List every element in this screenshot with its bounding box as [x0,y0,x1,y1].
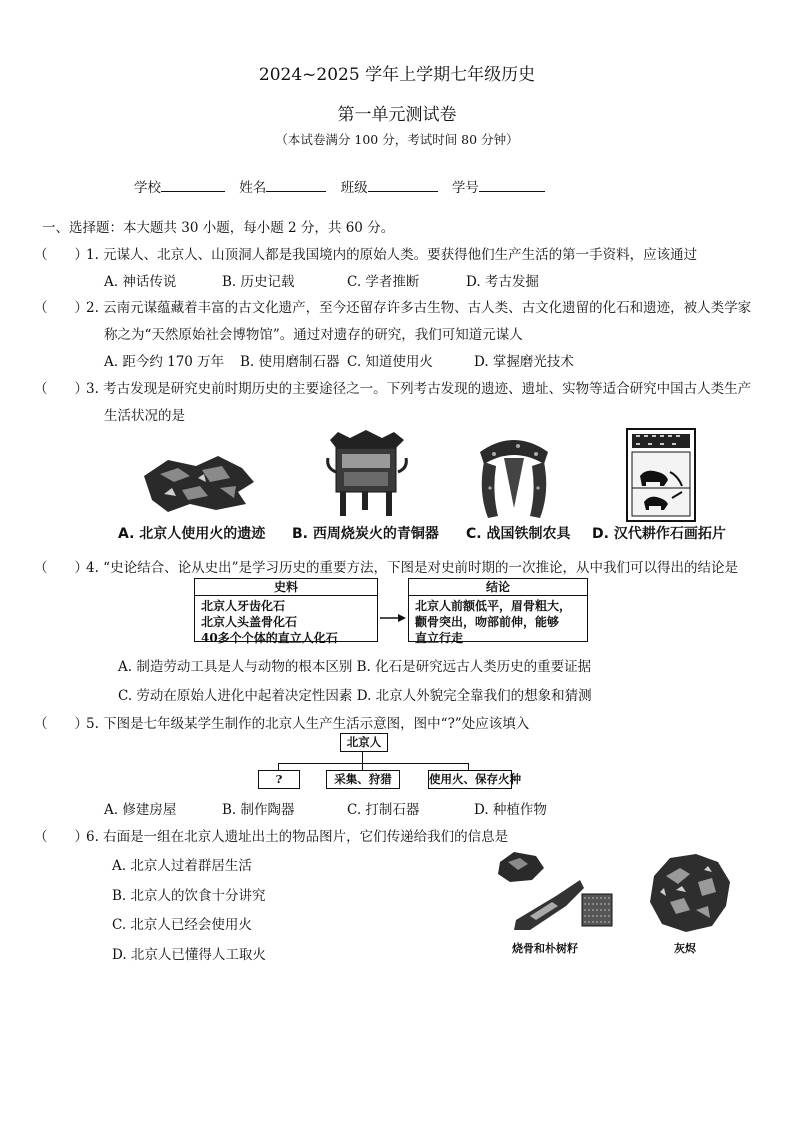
school-label: 学校 [134,180,161,196]
q6-option-c: C. 北京人已经会使用火 [112,917,252,933]
exam-subtitle: 第一单元测试卷 [337,105,457,125]
diagram-root: 北京人 [340,733,388,752]
q6-option-a: A. 北京人过着群居生活 [112,858,252,874]
q1-option-b: B. 历史记载 [222,274,295,290]
q4-stem: 4. “史论结合、论从史出”是学习历史的重要方法，下图是对史前时期的一次推论，从中我们可以得出的结论是 [86,560,738,576]
diagram-child-unknown: ? [258,770,300,789]
diagram-child-gathering: 采集、狩猎 [326,770,400,789]
q3-option-d: D. 汉代耕作石画拓片 [592,526,726,542]
q3-option-c: C. 战国铁制农具 [466,526,571,542]
section-heading: 一、选择题：本大题共 30 小题，每小题 2 分，共 60 分。 [42,220,395,236]
q5-option-a: A. 修建房屋 [104,802,177,818]
class-blank[interactable] [368,178,438,192]
source-box-body: 北京人牙齿化石 北京人头盖骨化石 40多个个体的直立人化石 [201,599,338,645]
q2-stem-line2: 称之为“天然原始社会博物馆”。通过对遗存的研究，我们可知道元谋人 [104,327,523,343]
answer-paren-q1[interactable]: （ ） [34,247,88,263]
q4-options-ab: A. 制造劳动工具是人与动物的根本区别 B. 化石是研究远古人类历史的重要证据 [118,659,592,675]
source-box-title: 史料 [195,579,377,596]
answer-paren-q2[interactable]: （ ） [34,300,88,316]
q5-option-d: D. 种植作物 [474,802,547,818]
q5-option-c: C. 打制石器 [347,802,420,818]
q6-option-d: D. 北京人已懂得人工取火 [112,947,266,963]
q5-stem: 5. 下图是七年级某学生制作的北京人生产生活示意图，图中“?”处应该填入 [86,716,530,732]
bronze-vessel-image [326,428,408,520]
q3-stem-line2: 生活状况的是 [104,408,185,424]
info-fields [134,176,555,196]
answer-paren-q5[interactable]: （ ） [34,716,88,732]
burnt-bone-caption: 烧骨和朴树籽 [512,942,578,955]
school-blank[interactable] [161,178,225,192]
source-box [194,578,378,645]
stone-rubbing-image [626,428,696,522]
conclusion-box [408,578,588,645]
q3-stem-line1: 3. 考古发现是研究史前时期历史的主要途径之一。下列考古发现的遗迹、遗址、实物等适合研究中国古人类生产 [86,381,752,397]
answer-paren-q3[interactable]: （ ） [34,381,88,397]
conclusion-box-body: 北京人前额低平，眉骨粗大， 颧骨突出，吻部前伸，能够 直立行走 [415,599,572,645]
fire-remains-image [138,452,258,516]
q5-option-b: B. 制作陶器 [222,802,295,818]
diagram-connector [278,763,468,764]
q2-stem-line1: 2. 云南元谋蕴藏着丰富的古文化遗产，至今还留存许多古生物、古人类、古文化遗留的化石和遗迹，被人类学家 [86,300,752,316]
burnt-bone-image [496,850,622,936]
arrow-right-icon [378,612,408,624]
q2-option-b: B. 使用磨制石器 [240,354,340,370]
q3-option-a: A. 北京人使用火的遗迹 [118,526,266,542]
q1-stem: 1. 元谋人、北京人、山顶洞人都是我国境内的原始人类。要获得他们生产生活的第一手资料，应该通过 [86,247,698,263]
q3-option-b: B. 西周烧炭火的青铜器 [292,526,439,542]
exam-note: （本试卷满分 100 分，考试时间 80 分钟） [275,132,519,147]
conclusion-box-title: 结论 [409,579,587,596]
exam-title: 2024~2025 学年上学期七年级历史 [258,65,536,85]
iron-tool-image [474,432,554,522]
q4-options-cd: C. 劳动在原始人进化中起着决定性因素 D. 北京人外貌完全靠我们的想象和猜测 [118,688,592,704]
ash-caption: 灰烬 [674,942,696,955]
class-label: 班级 [340,180,368,196]
q2-option-d: D. 掌握磨光技术 [474,354,574,370]
q2-option-c: C. 知道使用火 [347,354,433,370]
diagram-child-fire: 使用火、保存火种 [428,770,512,789]
name-label: 姓名 [239,180,267,196]
number-blank[interactable] [479,178,545,192]
q6-stem: 6. 右面是一组在北京人遗址出土的物品图片，它们传递给我们的信息是 [86,829,509,845]
q1-option-a: A. 神话传说 [104,274,177,290]
answer-paren-q6[interactable]: （ ） [34,829,88,845]
answer-paren-q4[interactable]: （ ） [34,560,88,576]
q1-option-c: C. 学者推断 [347,274,420,290]
ash-image [646,852,732,934]
q1-option-d: D. 考古发掘 [466,274,539,290]
name-blank[interactable] [266,178,326,192]
q2-option-a: A. 距今约 170 万年 [104,354,225,370]
q6-option-b: B. 北京人的饮食十分讲究 [112,888,266,904]
number-label: 学号 [451,180,479,196]
